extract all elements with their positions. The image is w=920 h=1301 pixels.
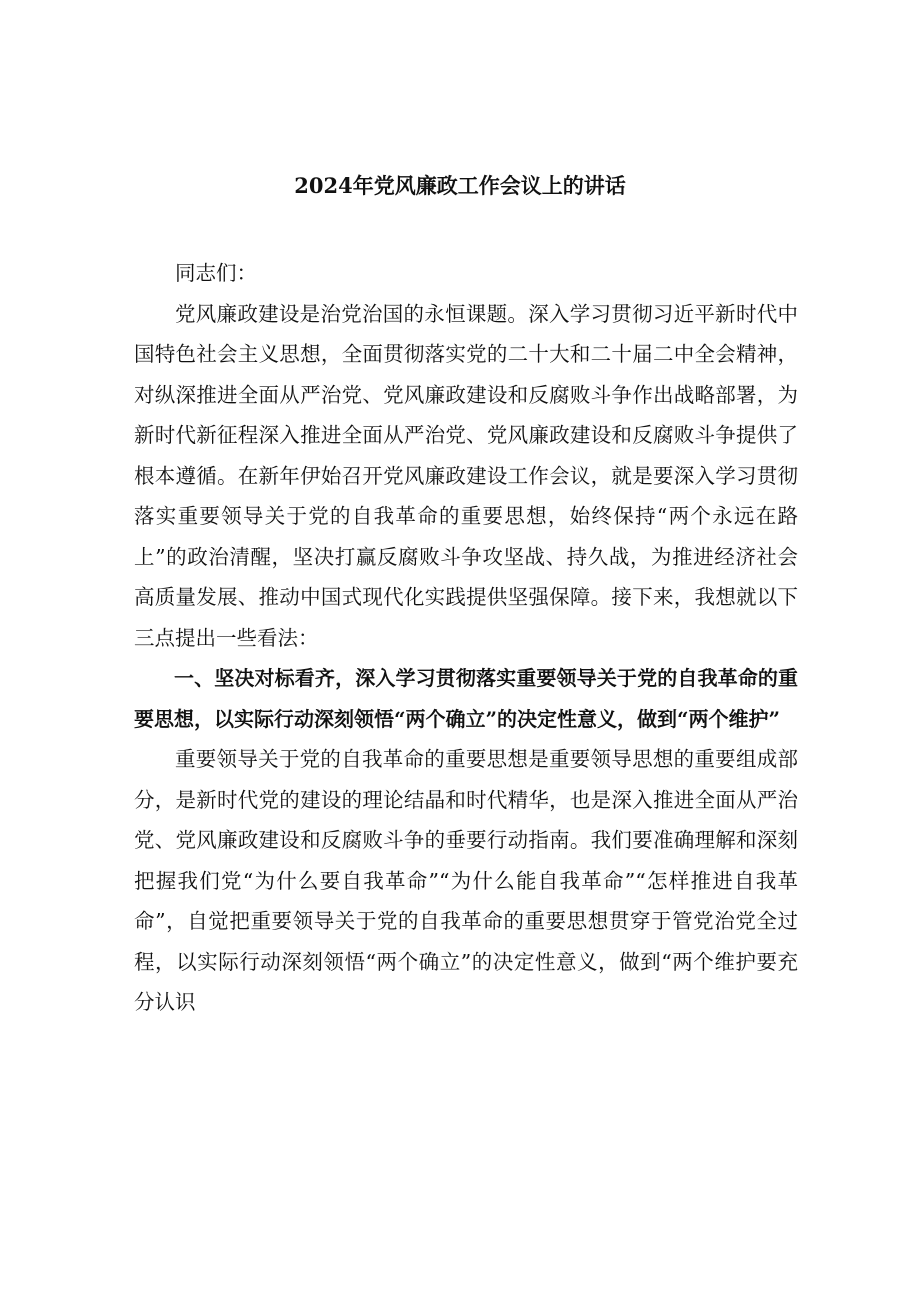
paragraph-section-1: 重要领导关于党的自我革命的重要思想是重要领导思想的重要组成部分，是新时代党的建设的理论结晶和时代精华，也是深入推进全面从严治党、党风廉政建设和反腐败斗争的垂要行动指南。我们要准确理解和深刻把握我们党“为什么要自我革命”“为什么能自我革命”“怎样推进自我革命”，自觉把重要领导关于党的自我革命的重要思想贯穿于管党治党全过程，以实际行动深刻领悟“两个确立”的决定性意义，做到“两个维护要充分认识 — [134, 747, 798, 1014]
document-body — [134, 253, 798, 1023]
paragraph-intro: 党风廉政建设是治党治国的永恒课题。深入学习贯彻习近平新时代中国特色社会主义思想，全面贯彻落实党的二十大和二十届二中全会精神，对纵深推进全面从严治党、党风廉政建设和反腐败斗争作出战略部署，为新时代新征程深入推进全面从严治党、党风廉政建设和反腐败斗争提供了根本遵循。在新年伊始召开党风廉政建设工作会议，就是要深入学习贯彻落实重要领导关于党的自我革命的重要思想，始终保持“两个永远在路上”的政治清醒，坚决打赢反腐败斗争攻坚战、持久战，为推进经济社会高质量发展、推动中国式现代化实践提供坚强保障。接下来，我想就以下三点提出一些看法： — [134, 301, 798, 650]
greeting: 同志们： — [175, 261, 257, 285]
document-title: 2024年党风廉政工作会议上的讲话 — [294, 173, 626, 198]
section-heading-1: 一、坚决对标看齐，深入学习贯彻落实重要领导关于党的自我革命的重要思想，以实际行动深刻领悟“两个确立”的决定性意义，做到“两个维护” — [134, 666, 798, 731]
